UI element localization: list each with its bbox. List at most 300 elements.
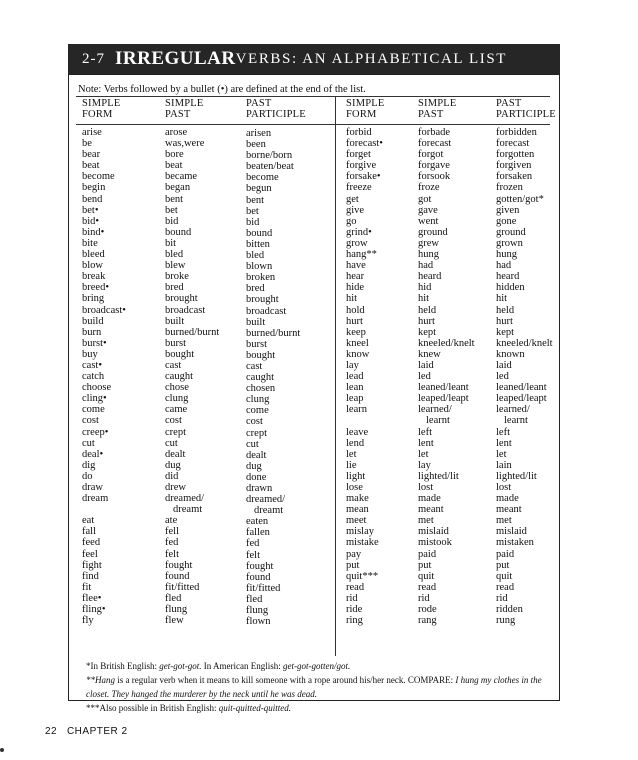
verb-cell: leap — [346, 393, 364, 405]
verb-cell: cast• — [82, 359, 103, 371]
verb-cell: mistaken — [496, 537, 534, 549]
verb-cell: flew — [165, 615, 184, 627]
verb-cell: had — [418, 260, 434, 272]
header-past-participle-right: PAST PARTICIPLE — [496, 98, 556, 120]
verb-cell: came — [165, 404, 188, 416]
verb-cell: held — [496, 304, 515, 316]
verb-cell: cut — [165, 437, 178, 449]
left-simple-form-column — [82, 127, 126, 626]
verb-cell: bled — [165, 249, 184, 261]
verb-cell: bled — [246, 250, 265, 262]
verb-cell: hidden — [496, 282, 525, 294]
verb-cell: dug — [165, 459, 181, 471]
verb-cell: bred — [246, 283, 265, 295]
verb-cell: blow — [82, 260, 103, 272]
verb-cell: mistook — [418, 537, 452, 549]
verb-cell: fought — [246, 560, 274, 572]
section-number: 2-7 — [82, 50, 105, 67]
verb-cell: met — [496, 515, 512, 527]
verb-cell: forbade — [418, 127, 451, 138]
verb-cell: met — [418, 515, 434, 527]
verb-cell: forget — [346, 149, 371, 161]
verb-cell: hid — [418, 282, 432, 294]
verb-cell: rung — [496, 615, 516, 627]
verb-cell: bound — [246, 227, 273, 239]
verb-cell: mistake — [346, 537, 379, 549]
verb-cell: fed — [246, 538, 260, 550]
verb-cell: bring — [82, 293, 105, 305]
verb-cell: forgive — [346, 160, 377, 172]
footnote-3-example: quit-quitted-quitted. — [218, 703, 292, 713]
verb-cell: give — [346, 204, 365, 216]
verb-cell: broadcast — [165, 304, 206, 316]
footnote-1 — [86, 659, 556, 673]
verb-cell: became — [165, 171, 198, 183]
verb-cell: forbid — [346, 127, 372, 138]
verb-cell: let — [496, 448, 507, 460]
verb-cell: laid — [418, 359, 434, 371]
verb-cell: went — [418, 215, 439, 227]
verb-cell: rode — [418, 604, 437, 616]
verb-cell: hit — [496, 293, 508, 305]
verb-cell: dealt — [165, 448, 186, 460]
verb-cell: led — [418, 371, 431, 383]
verb-cell: eaten — [246, 516, 269, 528]
verb-cell: knew — [418, 348, 441, 360]
verb-cell: grind• — [346, 226, 372, 238]
verb-cell: learn — [346, 404, 367, 416]
verb-cell: clung — [246, 394, 270, 406]
verb-cell: gotten/got* — [496, 193, 544, 205]
verb-cell: burst — [165, 337, 186, 349]
verb-cell: kept — [418, 326, 437, 338]
verb-cell: cut — [246, 438, 259, 450]
verb-cell: made — [418, 493, 441, 505]
verb-cell: clung — [165, 393, 189, 405]
verb-cell: cast — [246, 360, 263, 372]
verb-cell: hurt — [418, 315, 435, 327]
verb-cell: learnt — [504, 415, 528, 427]
verb-cell: meant — [496, 504, 522, 516]
verb-cell: crept — [246, 427, 267, 439]
verb-cell: rid — [496, 592, 508, 604]
verb-cell: had — [496, 260, 512, 272]
verb-cell: hit — [418, 293, 430, 305]
verb-cell: broke — [165, 271, 189, 283]
verb-cell: was,were — [165, 138, 205, 150]
verb-cell: meet — [346, 515, 367, 527]
verb-cell: dreamt — [173, 504, 203, 516]
verb-cell: lend — [346, 437, 365, 449]
verb-cell: lost — [496, 482, 512, 493]
verb-cell: light — [346, 470, 366, 482]
verb-cell: fell — [165, 526, 179, 538]
verb-cell — [82, 504, 126, 515]
verb-cell: mislaid — [418, 526, 449, 538]
footnotes — [86, 659, 556, 715]
verb-cell: begin — [82, 182, 106, 194]
header-simple-past-left: SIMPLE PAST — [165, 98, 204, 120]
verb-cell: done — [246, 471, 267, 483]
verb-cell: hung — [496, 249, 517, 261]
verb-cell: kneel — [346, 337, 369, 349]
verb-cell: felt — [165, 548, 179, 560]
verb-cell: forgiven — [496, 160, 532, 172]
verb-cell: bleed — [82, 249, 105, 261]
footnote-1-american: get-got-gotten/got. — [283, 661, 351, 671]
header-bottom-rule — [76, 124, 550, 125]
verb-cell: leaped/leapt — [496, 393, 547, 405]
verb-cell: lain — [496, 459, 512, 471]
verb-cell: forbidden — [496, 127, 537, 138]
verb-cell: mislay — [346, 526, 374, 538]
verb-cell: fight — [82, 559, 102, 571]
verb-cell: froze — [418, 182, 440, 194]
verb-cell: bent — [246, 194, 265, 206]
verb-cell — [346, 415, 383, 426]
verb-cell: fed — [165, 537, 179, 549]
verb-cell: kneeled/knelt — [418, 337, 475, 349]
verb-cell: gave — [418, 204, 438, 216]
verb-cell: hurt — [496, 315, 513, 327]
verb-cell: made — [496, 493, 519, 505]
verb-cell: bitten — [246, 238, 270, 250]
verb-cell: flown — [246, 616, 271, 628]
verb-cell: fit/fitted — [165, 581, 200, 593]
verb-cell: have — [346, 260, 366, 272]
verb-cell: leaped/leapt — [418, 393, 469, 405]
verb-cell: keep — [346, 326, 366, 338]
verb-cell: find — [82, 570, 99, 582]
verb-cell: become — [82, 171, 115, 183]
section-title: VERBS: AN ALPHABETICAL LIST — [235, 50, 508, 67]
verb-cell: make — [346, 493, 369, 505]
verb-cell: drew — [165, 482, 186, 493]
verb-cell: did — [165, 470, 179, 482]
left-simple-past-column — [165, 127, 219, 626]
verb-cell: leave — [346, 426, 369, 438]
verb-cell: begun — [246, 183, 272, 195]
header-top-rule — [76, 96, 550, 97]
verb-cell: feed — [82, 537, 101, 549]
verb-cell: fling• — [82, 604, 106, 616]
verb-cell: kneeled/knelt — [496, 337, 553, 349]
verb-cell: burst — [246, 338, 267, 350]
verb-cell: drawn — [246, 483, 273, 494]
verb-cell: do — [82, 470, 93, 482]
note-text: Note: Verbs followed by a bullet (•) are defined at the end of the list. — [78, 84, 366, 95]
verb-cell: bore — [165, 149, 184, 161]
verb-cell: rid — [346, 592, 358, 604]
verb-cell: dealt — [246, 449, 267, 461]
verb-cell: cost — [165, 415, 182, 427]
verb-cell: dreamt — [254, 505, 284, 517]
verb-cell: read — [496, 581, 515, 593]
verb-cell: heard — [496, 271, 520, 283]
verb-cell: lean — [346, 382, 364, 394]
verb-cell: fought — [165, 559, 193, 571]
verb-cell: forsook — [418, 171, 451, 183]
verb-cell: flung — [165, 604, 188, 616]
verb-cell: ground — [496, 226, 526, 238]
verb-cell: lay — [346, 359, 359, 371]
verb-cell: lie — [346, 459, 357, 471]
verb-cell: lay — [418, 459, 431, 471]
verb-cell: hang** — [346, 249, 377, 261]
verb-cell: read — [346, 581, 365, 593]
verb-cell: grow — [346, 237, 368, 249]
footnote-1-british: get-got-got. — [159, 661, 202, 671]
section-title-bold: IRREGULAR — [115, 48, 236, 69]
verb-cell: burn — [82, 326, 102, 338]
verb-cell: get — [346, 193, 359, 205]
verb-cell: bit — [165, 237, 177, 249]
verb-cell: burst• — [82, 337, 107, 349]
footnote-2 — [86, 673, 556, 701]
verb-cell: build — [82, 315, 104, 327]
verb-cell: felt — [246, 549, 260, 561]
header-simple-form-left: SIMPLE FORM — [82, 98, 121, 120]
verb-cell: flee• — [82, 592, 102, 604]
verb-cell: leaned/leant — [418, 382, 469, 394]
verb-cell: dreamed/ — [165, 493, 205, 505]
verb-cell: read — [418, 581, 437, 593]
verb-cell: mean — [346, 504, 369, 516]
right-past-participle-column — [496, 127, 553, 626]
verb-cell: cost — [82, 415, 99, 427]
verb-cell: fled — [246, 593, 263, 605]
verb-cell: hide — [346, 282, 365, 294]
verb-cell: brought — [246, 294, 279, 306]
verb-cell: forsaken — [496, 171, 533, 183]
verb-cell: know — [346, 348, 370, 360]
verb-cell: caught — [165, 371, 193, 383]
footnote-2-text: is a regular verb when it means to kill someone with a rope around his/her neck. COMPARE: — [117, 675, 454, 685]
verb-cell: heard — [418, 271, 442, 283]
verb-cell: rang — [418, 615, 437, 627]
verb-cell: eat — [82, 515, 95, 527]
verb-cell: broadcast — [246, 305, 287, 317]
verb-cell: come — [82, 404, 105, 416]
page-mark — [0, 748, 4, 752]
footnote-3 — [86, 701, 556, 715]
verb-cell: lent — [496, 437, 512, 449]
verb-cell: dug — [246, 460, 262, 472]
verb-cell: grown — [496, 237, 523, 249]
verb-cell: put — [418, 559, 432, 571]
verb-cell: known — [496, 348, 525, 360]
verb-cell: draw — [82, 482, 103, 493]
verb-cell: beaten/beat — [246, 161, 294, 173]
verb-cell: built — [246, 316, 266, 328]
verb-cell: bet — [246, 205, 259, 217]
verb-cell: breed• — [82, 282, 109, 294]
verb-cell: fled — [165, 592, 182, 604]
verb-cell: bend — [82, 193, 103, 205]
verb-cell: let — [418, 448, 429, 460]
verb-cell: frozen — [496, 182, 523, 194]
page-footer: 22 CHAPTER 2 — [45, 726, 128, 737]
verb-cell: forgot — [418, 149, 444, 161]
verb-cell: beat — [165, 160, 183, 172]
verb-cell: bought — [165, 348, 195, 360]
verb-cell: buy — [82, 348, 98, 360]
verb-cell: lighted/lit — [418, 470, 459, 482]
verb-cell: quit*** — [346, 570, 379, 582]
verb-cell: mislaid — [496, 526, 527, 538]
verb-cell: borne/born — [246, 150, 293, 162]
verb-cell: forgotten — [496, 149, 535, 161]
verb-cell: arise — [82, 127, 102, 138]
verb-cell: gone — [496, 215, 517, 227]
verb-cell: ring — [346, 615, 363, 627]
verb-cell: began — [165, 182, 191, 194]
verb-cell: feel — [82, 548, 98, 560]
verb-cell: learned/ — [418, 404, 452, 416]
header-simple-form-right: SIMPLE FORM — [346, 98, 385, 120]
verb-cell: cling• — [82, 393, 107, 405]
verb-cell: forgave — [418, 160, 450, 172]
verb-cell: catch — [82, 371, 105, 383]
verb-cell: arisen — [246, 128, 272, 139]
verb-cell: ground — [418, 226, 448, 238]
verb-cell: ride — [346, 604, 363, 616]
verb-cell: burned/burnt — [165, 326, 220, 338]
right-simple-past-column — [418, 127, 475, 626]
verb-cell: fit/fitted — [246, 582, 281, 594]
verb-cell: kept — [496, 326, 515, 338]
footnote-1-mid: In American English: — [203, 661, 281, 671]
verb-cell: lent — [418, 437, 434, 449]
verb-cell: bind• — [82, 226, 105, 238]
verb-cell: bid — [246, 216, 260, 228]
verb-cell: dream — [82, 493, 109, 505]
verb-cell: bet• — [82, 204, 99, 216]
verb-cell: held — [418, 304, 437, 316]
verb-cell: bite — [82, 237, 98, 249]
verb-cell: arose — [165, 127, 188, 138]
verb-cell: led — [496, 371, 509, 383]
verb-cell: bred — [165, 282, 184, 294]
verb-cell: forecast — [496, 138, 530, 150]
verb-cell: lead — [346, 371, 364, 383]
verb-cell: become — [246, 172, 279, 184]
verb-cell: burned/burnt — [246, 327, 301, 339]
verb-cell: ate — [165, 515, 178, 527]
verb-cell: break — [82, 271, 106, 283]
verb-cell: quit — [496, 570, 513, 582]
verb-cell: choose — [82, 382, 112, 394]
verb-cell: forecast• — [346, 138, 383, 150]
verb-cell: hit — [346, 293, 358, 305]
verb-cell: been — [246, 139, 266, 151]
center-divider — [335, 96, 336, 656]
verb-cell: got — [418, 193, 432, 205]
verb-cell: ridden — [496, 604, 523, 616]
verb-cell: hung — [418, 249, 439, 261]
verb-cell: lost — [418, 482, 434, 493]
verb-cell: fallen — [246, 527, 270, 539]
verb-cell: hear — [346, 271, 365, 283]
verb-cell: be — [82, 138, 92, 150]
verb-cell: flung — [246, 605, 269, 617]
verb-cell: lose — [346, 482, 363, 493]
verb-cell: freeze — [346, 182, 372, 194]
verb-cell: bought — [246, 349, 276, 361]
verb-cell: paid — [418, 548, 437, 560]
verb-cell: fall — [82, 526, 96, 538]
verb-cell: quit — [418, 570, 435, 582]
verb-cell: cast — [165, 359, 182, 371]
verb-cell: bound — [165, 226, 192, 238]
verb-cell: given — [496, 204, 520, 216]
verb-cell: deal• — [82, 448, 104, 460]
verb-cell: bid• — [82, 215, 100, 227]
verb-cell: broadcast• — [82, 304, 126, 316]
verb-cell: forecast — [418, 138, 452, 150]
verb-cell: learned/ — [496, 404, 530, 416]
verb-cell: brought — [165, 293, 198, 305]
verb-cell: put — [496, 559, 510, 571]
verb-cell: blown — [246, 261, 273, 273]
verb-cell: learnt — [426, 415, 450, 427]
verb-cell: forsake• — [346, 171, 381, 183]
verb-cell: blew — [165, 260, 186, 272]
verb-cell: paid — [496, 548, 515, 560]
verb-cell: bid — [165, 215, 179, 227]
verb-cell: left — [496, 426, 510, 438]
footnote-2-lead: **Hang — [86, 675, 115, 685]
verb-cell: grew — [418, 237, 439, 249]
footnote-2-example: I hung my clothes in the closet. They hanged the murderer by the neck until he was dead. — [86, 675, 542, 699]
verb-cell: hurt — [346, 315, 363, 327]
verb-cell: come — [246, 405, 269, 417]
verb-cell: dig — [82, 459, 96, 471]
footnote-3-lead: ***Also possible in British English: — [86, 703, 217, 713]
verb-cell: beat — [82, 160, 100, 172]
verb-cell: go — [346, 215, 357, 227]
verb-cell: broken — [246, 272, 276, 284]
verb-cell: rid — [418, 592, 430, 604]
verb-cell: pay — [346, 548, 362, 560]
header-past-participle-left: PAST PARTICIPLE — [246, 98, 306, 120]
section-banner — [68, 44, 560, 74]
right-simple-form-column — [346, 127, 383, 626]
verb-cell: fly — [82, 615, 94, 627]
header-simple-past-right: SIMPLE PAST — [418, 98, 457, 120]
verb-cell: found — [165, 570, 190, 582]
verb-cell: hold — [346, 304, 365, 316]
footnote-1-lead: *In British English: — [86, 661, 158, 671]
verb-cell: bet — [165, 204, 178, 216]
verb-cell: fit — [82, 581, 92, 593]
verb-cell: cost — [246, 416, 263, 428]
verb-cell: creep• — [82, 426, 109, 438]
verb-cell: crept — [165, 426, 186, 438]
verb-cell: bent — [165, 193, 184, 205]
verb-cell: bear — [82, 149, 101, 161]
left-past-participle-column — [246, 128, 300, 627]
verb-cell: let — [346, 448, 357, 460]
verb-cell: dreamed/ — [246, 494, 286, 506]
verb-cell: found — [246, 571, 271, 583]
verb-cell: lighted/lit — [496, 470, 537, 482]
verb-cell: leaned/leant — [496, 382, 547, 394]
verb-cell: put — [346, 559, 360, 571]
table-frame — [68, 74, 560, 701]
verb-cell: laid — [496, 359, 512, 371]
verb-cell: chosen — [246, 383, 276, 395]
